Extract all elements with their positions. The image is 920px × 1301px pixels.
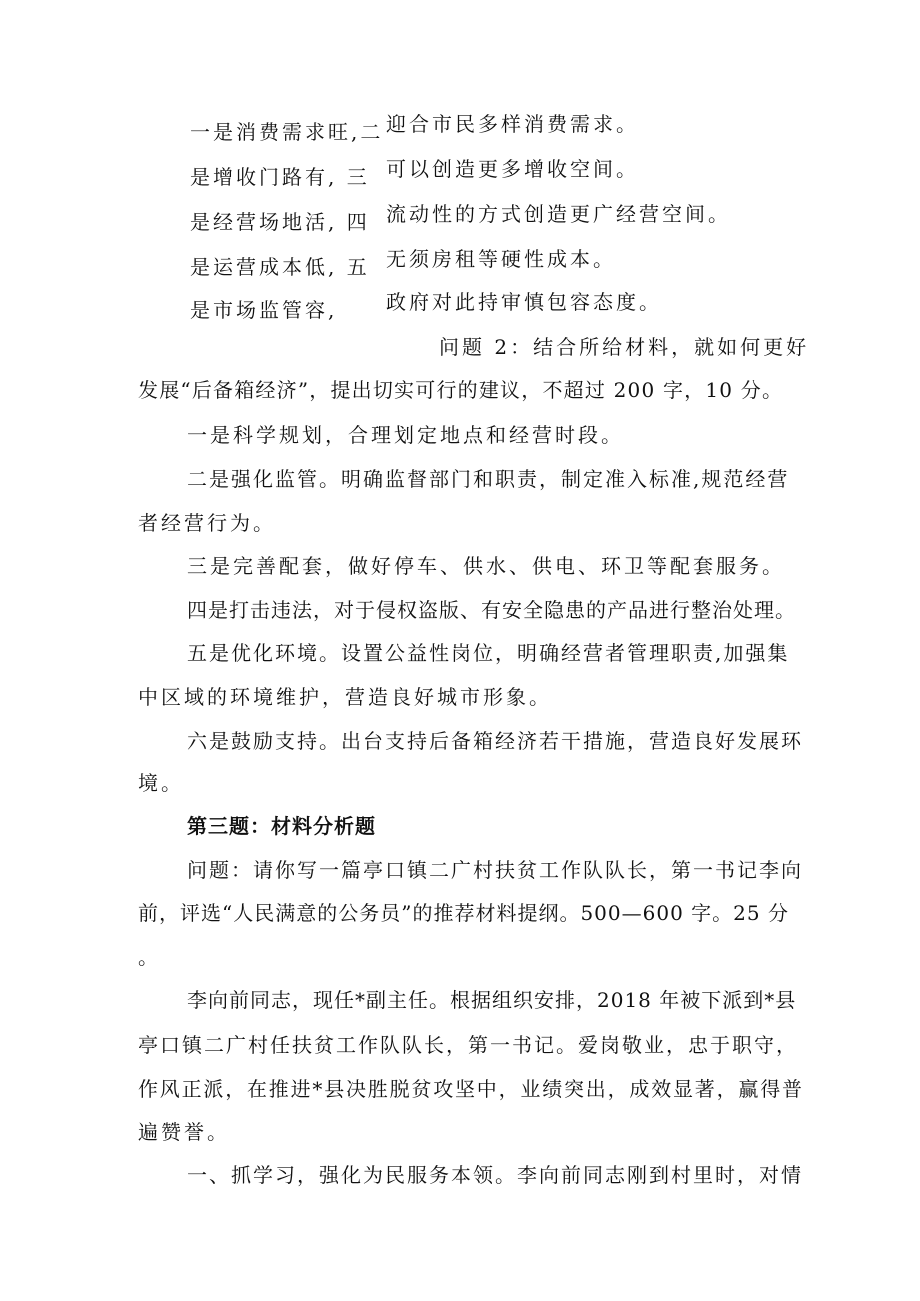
suggestion-4: 四是打击违法，对于侵权盗版、有安全隐患的产品进行整治处理。 (187, 598, 796, 622)
section3-question-line1: 问题：请你写一篇亭口镇二广村扶贫工作队队长，第一书记李向 (187, 858, 803, 882)
suggestion-5-line2: 中区域的环境维护，营造良好城市形象。 (138, 685, 552, 709)
section3-title: 第三题：材料分析题 (187, 814, 376, 838)
table-row-4-left: 是运营成本低, 五 (190, 255, 370, 279)
table-row-4-right: 无须房租等硬性成本。 (386, 247, 616, 271)
table-row-2-left: 是增收门路有, 三 (190, 165, 370, 189)
suggestion-6-line2: 境。 (138, 771, 184, 795)
table-row-1-left: 一是消费需求旺,二 (190, 120, 384, 144)
suggestion-1: 一是科学规划，合理划定地点和经营时段。 (187, 423, 624, 447)
question2-line1: 问题 2：结合所给材料，就如何更好 (439, 335, 810, 359)
table-row-3-left: 是经营场地活, 四 (190, 210, 370, 234)
table-row-5-left: 是市场监管容, (190, 298, 338, 322)
question2-line2: 发展“后备箱经济”，提出切实可行的建议，不超过 200 字，10 分。 (138, 378, 784, 402)
intro-line1: 李向前同志，现任*副主任。根据组织安排，2018 年被下派到*县 (187, 988, 797, 1012)
intro-line2: 亭口镇二广村任扶贫工作队队长，第一书记。爱岗敬业，忠于职守， (138, 1033, 798, 1057)
suggestion-3: 三是完善配套，做好停车、供水、供电、环卫等配套服务。 (187, 554, 785, 578)
intro-line3: 作风正派，在推进*县决胜脱贫攻坚中，业绩突出，成效显著，赢得普 (138, 1077, 804, 1101)
table-row-3-right: 流动性的方式创造更广经营空间。 (386, 202, 731, 226)
section3-question-line3: 。 (138, 945, 161, 969)
table-row-1-right: 迎合市民多样消费需求。 (386, 112, 639, 136)
intro-line4: 遍赞誉。 (138, 1120, 230, 1144)
suggestion-2-line1: 二是强化监管。明确监督部门和职责，制定准入标准,规范经营 (187, 467, 790, 491)
table-row-5-right: 政府对此持审慎包容态度。 (386, 290, 662, 314)
section3-question-line2: 前，评选“人民满意的公务员”的推荐材料提纲。500—600 字。25 分 (138, 901, 789, 925)
point1-line1: 一、抓学习，强化为民服务本领。李向前同志刚到村里时，对情 (187, 1163, 803, 1187)
table-row-2-right: 可以创造更多增收空间。 (386, 157, 639, 181)
suggestion-5-line1: 五是优化环境。设置公益性岗位，明确经营者管理职责,加强集 (187, 641, 790, 665)
suggestion-6-line1: 六是鼓励支持。出台支持后备箱经济若干措施，营造良好发展环 (187, 729, 803, 753)
suggestion-2-line2: 者经营行为。 (138, 511, 276, 535)
